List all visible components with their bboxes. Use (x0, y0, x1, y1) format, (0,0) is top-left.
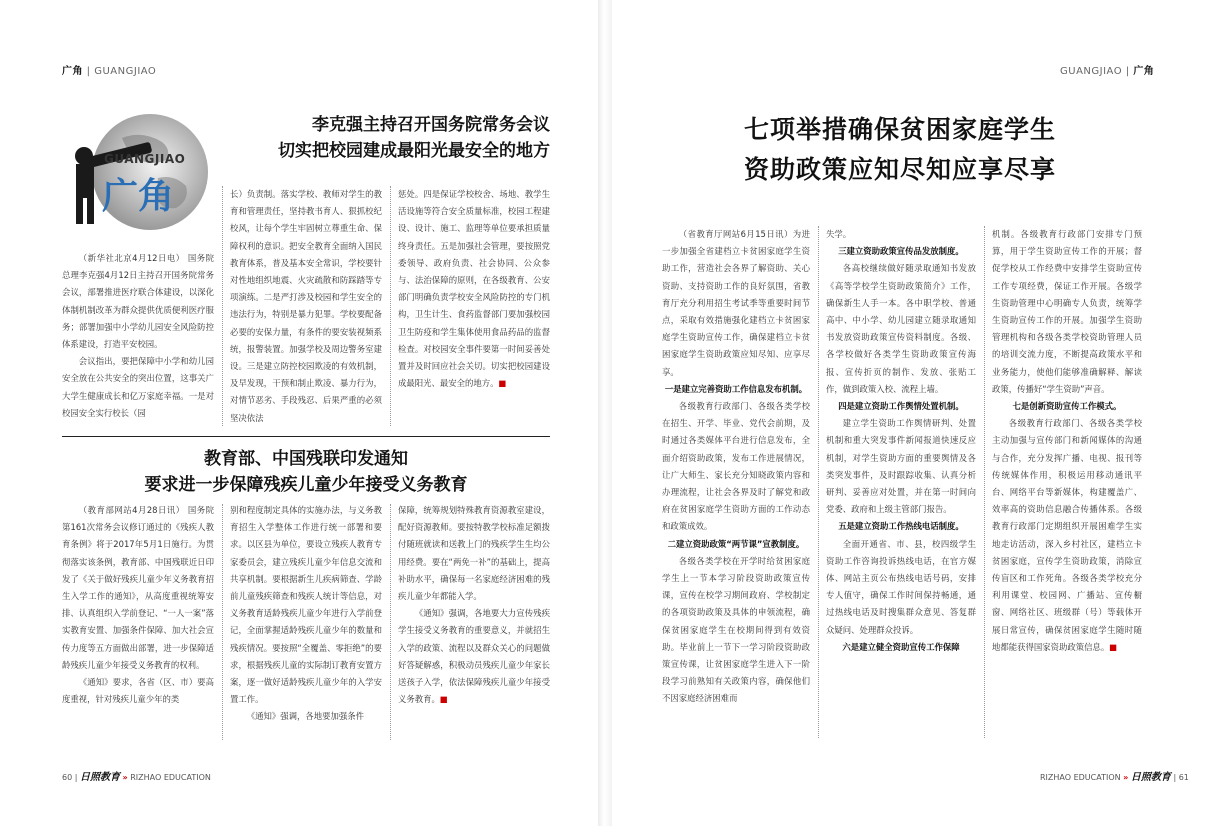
right-col1 (662, 226, 810, 746)
page-number: 60 (62, 773, 73, 782)
logo-cn-text: 广角 (102, 176, 175, 217)
article1-col2 (230, 186, 382, 428)
paragraph: 失学。 (826, 229, 852, 239)
right-title-line2: 资助政策应知尽知应享尽享 (743, 155, 1056, 184)
article1-col3 (398, 186, 550, 428)
column-divider (984, 226, 985, 738)
section-subheading: 七是创新资助宣传工作模式。 (1012, 401, 1122, 412)
paragraph: 机制。各级教育行政部门安排专门预算，用于学生资助宣传工作的开展；督促学校从工作经费中安排学生资助宣传工作专项经费，保证工作开展。各级学生资助管理中心明确专人负责，统筹学生资助宣传工作的开展。加强学生资助管理机构和各级各类学校资助管理人员的培训交流力度，不断提高政策水平和业务能力，使他们能够准确解释、解读政策，传播好“学生资助”声音。 (992, 229, 1142, 394)
column-divider (222, 186, 223, 426)
paragraph: 各级各类学校在开学时给贫困家庭学生上一节本学习阶段资助政策宣传课，宣传在校学习期间政府、学校制定的各项资助政策及具体的申领流程，确保贫困家庭学生在校期间得到有效资助。毕业前上一节下一学习阶段资助政策宣传课，让贫困家庭学生进入下一阶段学习前熟知有关政策内容，确保他们不因家庭经济困难而 (662, 555, 810, 704)
article1-col1 (62, 250, 214, 428)
paragraph: 长）负责制。落实学校、教师对学生的教育和管理责任，坚持教书育人、狠抓校纪校风，让每个学生牢固树立尊重生命、保障权利的意识。把安全教育全面纳入国民教育体系，普及基本安全常识，学校要针对性地组织地震、火灾疏散和防踩踏等专项演练。二是严打涉及校园和学生安全的违法行为，特别是暴力犯罪。学校要配备必要的安保力量，有条件的要安装视频系统，报警装置。加强学校及周边警务室建设。三是建立防控校园欺凌的有效机制，及早发现，干预和制止欺凌、暴力行为，对情节恶劣、手段残忍、后果严重的必须坚决依法 (230, 189, 382, 423)
paragraph: 建立学生资助工作舆情研判、处置机制和重大突发事件新闻报道快速反应机制，对学生资助方面的重要舆情及各类突发事件，及时跟踪收集、认真分析研判、妥善应对处置，并在第一时间向党委、政府和上级主管部门报告。 (826, 418, 976, 515)
page-gutter (598, 0, 612, 826)
paragraph: 会议指出，要把保障中小学和幼儿园安全放在公共安全的突出位置，这事关广大学生健康成长和亿万家庭幸福。一是对校园安全实行校长（园 (62, 356, 214, 418)
paragraph: 惩处。四是保证学校校舍、场地、教学生活设施等符合安全质量标准，校园工程建设、设计、施工、监理等单位要承担质量终身责任。五是加强社会管理，要按照党委领导、政府负责、社会协同、公众参与、法治保障的原则，在各级教育、公安部门明确负责学校安全风险防控的专门机构，卫生计生、食药监督部门要加强校园卫生防疫和学生集体使用食品药品的监督检查。对校园安全事件要第一时间妥善处置并及时回应社会关切。切实把校园建设成最阳光、最安全的地方。 (398, 189, 550, 389)
paragraph: 保障，统筹规划特殊教育资源教室建设，配好资源教师。要按特教学校标准足额拨付随班就读和送教上门的残疾学生生均公用经费。要在“两免一补”的基础上，提高补助水平，确保每一名家庭经济困难的残疾儿童少年都能入学。 (398, 505, 550, 602)
right-title-line1: 七项举措确保贫困家庭学生 (743, 115, 1056, 144)
paragraph: 各级教育行政部门、各级各类学校主动加强与宣传部门和新闻媒体的沟通与合作，充分发挥广播、电视、报刊等传统媒体作用，积极运用移动通讯平台、网络平台等新媒体，构建覆盖广、效率高的资助信息融合传播体系。各级教育行政部门定期组织开展困难学生实地走访活动，深入乡村社区，建档立卡贫困家庭，宣传学生资助政策，消除宣传盲区和工作死角。各级各类学校充分利用课堂、校园网、广播站、宣传橱窗、网络社区、班级群（号）等载体开展日常宣传，确保贫困家庭学生随时随地都能获得国家资助政策信息。■ (992, 418, 1142, 652)
article2-col3 (398, 502, 550, 744)
paragraph: 全面开通省、市、县，校四级学生资助工作咨询投诉热线电话，在官方媒体、网站主页公布热线电话号码，安排专人值守，确保工作时间保持畅通，通过热线电话及时搜集群众意见、答复群众疑问、处理群众投诉。 (826, 538, 976, 635)
left-section-tag: 广角 | GUANGJIAO (62, 66, 157, 77)
guangjiao-logo (62, 108, 218, 234)
footer-en: RIZHAO EDUCATION (1040, 773, 1121, 782)
article2-title-line1: 教育部、中国残联印发通知 (204, 449, 408, 469)
section-subheading: 六是建立健全资助宣传工作保障 (842, 641, 960, 652)
paragraph: （新华社北京4月12日电） 国务院总理李克强4月12日主持召开国务院常务会议，部署推进医疗联合体建设，以深化体制机制改革为群众提供优质便利医疗服务；部署加强中小学幼儿园安全风险防控体系建设，打造平安校园。 (62, 253, 214, 350)
article2-title (62, 446, 550, 498)
page-number: 61 (1178, 773, 1189, 782)
end-mark-icon: ■ (498, 378, 507, 389)
left-footer: 60 | 日照教育 » RIZHAO EDUCATION (62, 772, 211, 783)
article1-title-line2: 切实把校园建成最阳光最安全的地方 (278, 141, 550, 161)
right-section-tag: GUANGJIAO | 广角 (1060, 66, 1155, 77)
logo-en-text: GUANGJIAO (104, 152, 186, 166)
paragraph: 《通知》要求，各省（区、市）要高度重视，针对残疾儿童少年的类 (62, 677, 214, 705)
column-divider (222, 504, 223, 740)
article2-title-line2: 要求进一步保障残疾儿童少年接受义务教育 (144, 475, 468, 495)
right-footer: RIZHAO EDUCATION » 日照教育 | 61 (1040, 772, 1189, 783)
paragraph: （省教育厅网站6月15日讯）为进一步加强全省建档立卡贫困家庭学生资助工作，营造社会各界了解资助、关心资助、支持资助工作的良好氛围，省教育厅充分利用招生考试季等重要时间节点，采取有效措施强化建档立卡贫困家庭学生资助宣传工作，确保建档立卡贫困家庭学生资助政策应知尽知、应享尽享。 (662, 229, 810, 377)
column-divider (390, 186, 391, 426)
section-subheading: 二建立资助政策“两节课”宣教制度。 (667, 538, 805, 549)
column-divider (818, 226, 819, 738)
chevron-icon: » (1123, 773, 1129, 782)
footer-logo: 日照教育 (79, 772, 120, 783)
footer-en: RIZHAO EDUCATION (130, 773, 211, 782)
article2-col1 (62, 502, 214, 744)
paragraph: （教育部网站4月28日讯） 国务院第161次常务会议修订通过的《残疾人教育条例》将于2017年5月1日施行。为贯彻落实该条例，教育部、中国残联近日印发了《关于做好残疾儿童少年义务教育招生入学工作的通知》，从高度重视统筹安排、认真组织入学前登记、“一人一案”落实教育安置、加强条件保障、加大社会宣传力度等五方面做出部署，进一步保障适龄残疾儿童少年接受义务教育的权利。 (62, 505, 214, 670)
article2-col2 (230, 502, 382, 744)
end-mark-icon: ■ (439, 694, 448, 705)
paragraph: 别和程度制定具体的实施办法，与义务教育招生入学整体工作进行统一部署和要求。以区县为单位，要设立残疾人教育专家委员会，建立残疾儿童少年信息交流和共享机制。要根据新生儿疾病筛查、学龄前儿童残疾筛查和残疾人统计等信息，对义务教育适龄残疾儿童少年进行入学前登记，全面掌握适龄残疾儿童少年的数量和残疾情况。要按照“全覆盖、零拒绝”的要求，根据残疾儿童的实际制订教育安置方案，逐一做好适龄残疾儿童少年的入学安置工作。 (230, 505, 382, 705)
paragraph: 各级教育行政部门、各级各类学校在招生、开学、毕业、党代会前期，及时通过各类媒体平台进行信息发布，全面介绍资助政策，发布工作进展情况，让广大师生、家长充分知晓政策内容和办理流程，让社会各界及时了解党和政府在贫困家庭学生资助方面的工作动态和政策成效。 (662, 401, 810, 532)
right-col2 (826, 226, 976, 746)
section-subheading: 一是建立完善资助工作信息发布机制。 (664, 383, 808, 394)
right-article-title (660, 110, 1140, 190)
paragraph: 《通知》强调，各地要大力宣传残疾学生接受义务教育的重要意义，并就招生入学的政策、流程以及群众关心的问题做好答疑解惑，积极动员残疾儿童少年家长送孩子入学，依法保障残疾儿童少年接受义务教育。 (398, 608, 550, 705)
paragraph: 《通知》强调，各地要加强条件 (246, 711, 365, 722)
end-mark-icon: ■ (1109, 641, 1118, 652)
article1-title-line1: 李克强主持召开国务院常务会议 (312, 115, 550, 135)
section-subheading: 四是建立资助工作舆情处置机制。 (838, 401, 964, 412)
section-subheading: 五是建立资助工作热线电话制度。 (838, 521, 964, 532)
article1-title (228, 112, 550, 164)
right-col3 (992, 226, 1142, 746)
article-rule (62, 436, 550, 437)
chevron-icon: » (122, 773, 128, 782)
footer-logo: 日照教育 (1130, 772, 1171, 783)
section-subheading: 三建立资助政策宣传品发放制度。 (838, 246, 964, 257)
column-divider (390, 504, 391, 740)
paragraph: 各高校继续做好随录取通知书发放《高等学校学生资助政策简介》工作，确保新生人手一本。各中职学校、普通高中、中小学、幼儿园建立随录取通知书发放资助政策宣传资料制度。各级、各学校做好各类学生资助政策宣传海报、宣传折页的制作、发放、张贴工作，做到政策入校、流程上墙。 (826, 263, 976, 394)
